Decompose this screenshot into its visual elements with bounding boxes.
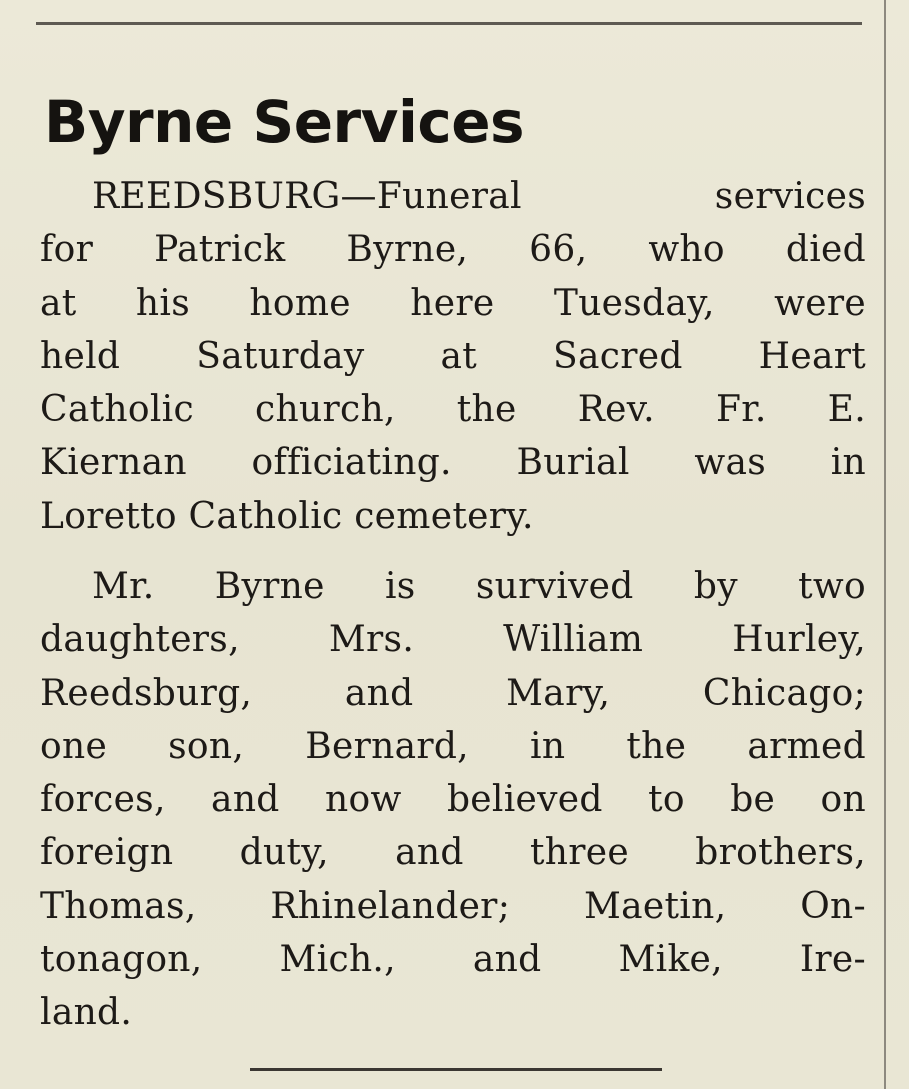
text-line: held Saturday at Sacred Heart <box>40 335 866 377</box>
text-line: Catholic church, the Rev. Fr. E. <box>40 389 866 431</box>
text-line: one son, Bernard, in the armed <box>40 725 866 767</box>
text-line: tonagon, Mich., and Mike, Ire- <box>40 939 866 981</box>
text-line: Thomas, Rhinelander; Maetin, On- <box>40 885 866 927</box>
top-rule <box>36 22 862 25</box>
text-line: Mr. Byrne is survived by two <box>92 566 866 607</box>
column-edge-rule <box>884 0 886 1089</box>
text-line: forces, and now believed to be on <box>40 779 866 821</box>
article-paragraph-2 <box>40 560 866 1040</box>
text-line: REEDSBURG—Funeral services <box>92 176 866 217</box>
article-headline: Byrne Services <box>44 88 525 156</box>
text-line: Reedsburg, and Mary, Chicago; <box>40 672 866 714</box>
text-line: Loretto Catholic cemetery. <box>40 495 534 537</box>
article-paragraph-1 <box>40 170 866 543</box>
text-line: at his home here Tuesday, were <box>40 282 866 324</box>
text-line: foreign duty, and three brothers, <box>40 832 866 874</box>
text-line: Kiernan officiating. Burial was in <box>40 442 866 484</box>
text-line: daughters, Mrs. William Hurley, <box>40 619 866 661</box>
bottom-rule <box>250 1068 662 1071</box>
text-line: for Patrick Byrne, 66, who died <box>40 229 866 271</box>
text-line: land. <box>40 992 133 1034</box>
